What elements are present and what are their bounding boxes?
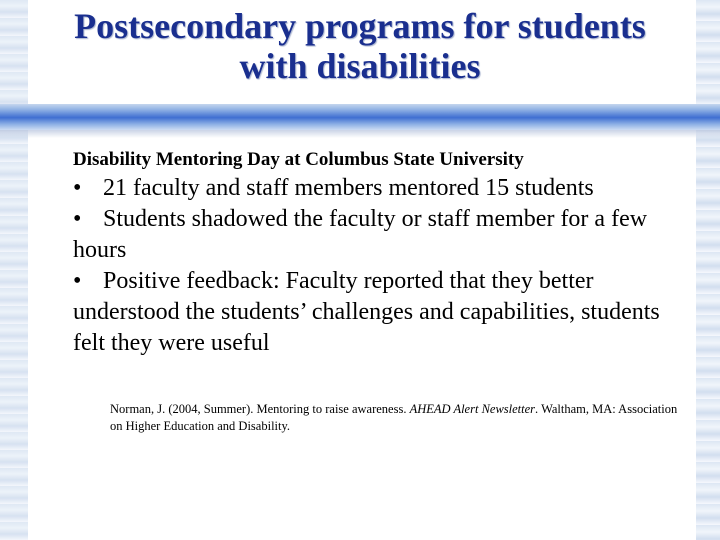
bullet-marker: • (73, 206, 82, 232)
bullet-marker: • (73, 268, 82, 294)
bullet-list (73, 173, 693, 359)
citation-author-title: Norman, J. (2004, Summer). Mentoring to raise awareness. (110, 402, 410, 416)
title-line-2: with disabilities (239, 46, 481, 86)
bullet-marker: • (73, 175, 82, 201)
citation-publisher: . Waltham, MA: Association on Higher Education and Disability. (110, 402, 678, 433)
bullet-text: Positive feedback: Faculty reported that they better understood the students’ challenges and capabilities, students felt they were useful (73, 268, 660, 356)
title-divider-bar (0, 104, 720, 130)
slide-subheading: Disability Mentoring Day at Columbus State University (73, 149, 524, 170)
title-line-1: Postsecondary programs for students (74, 6, 646, 46)
bullet-item (73, 266, 693, 359)
right-decorative-strip (696, 0, 720, 540)
title-divider-shadow (0, 130, 720, 138)
bullet-item (73, 173, 693, 204)
left-decorative-strip (0, 0, 28, 540)
bullet-text: Students shadowed the faculty or staff member for a few hours (73, 206, 648, 263)
slide-title (30, 6, 690, 86)
bullet-item (73, 204, 693, 266)
citation-journal: AHEAD Alert Newsletter (409, 402, 536, 416)
bullet-text: 21 faculty and staff members mentored 15 students (103, 175, 594, 201)
citation (110, 401, 680, 435)
